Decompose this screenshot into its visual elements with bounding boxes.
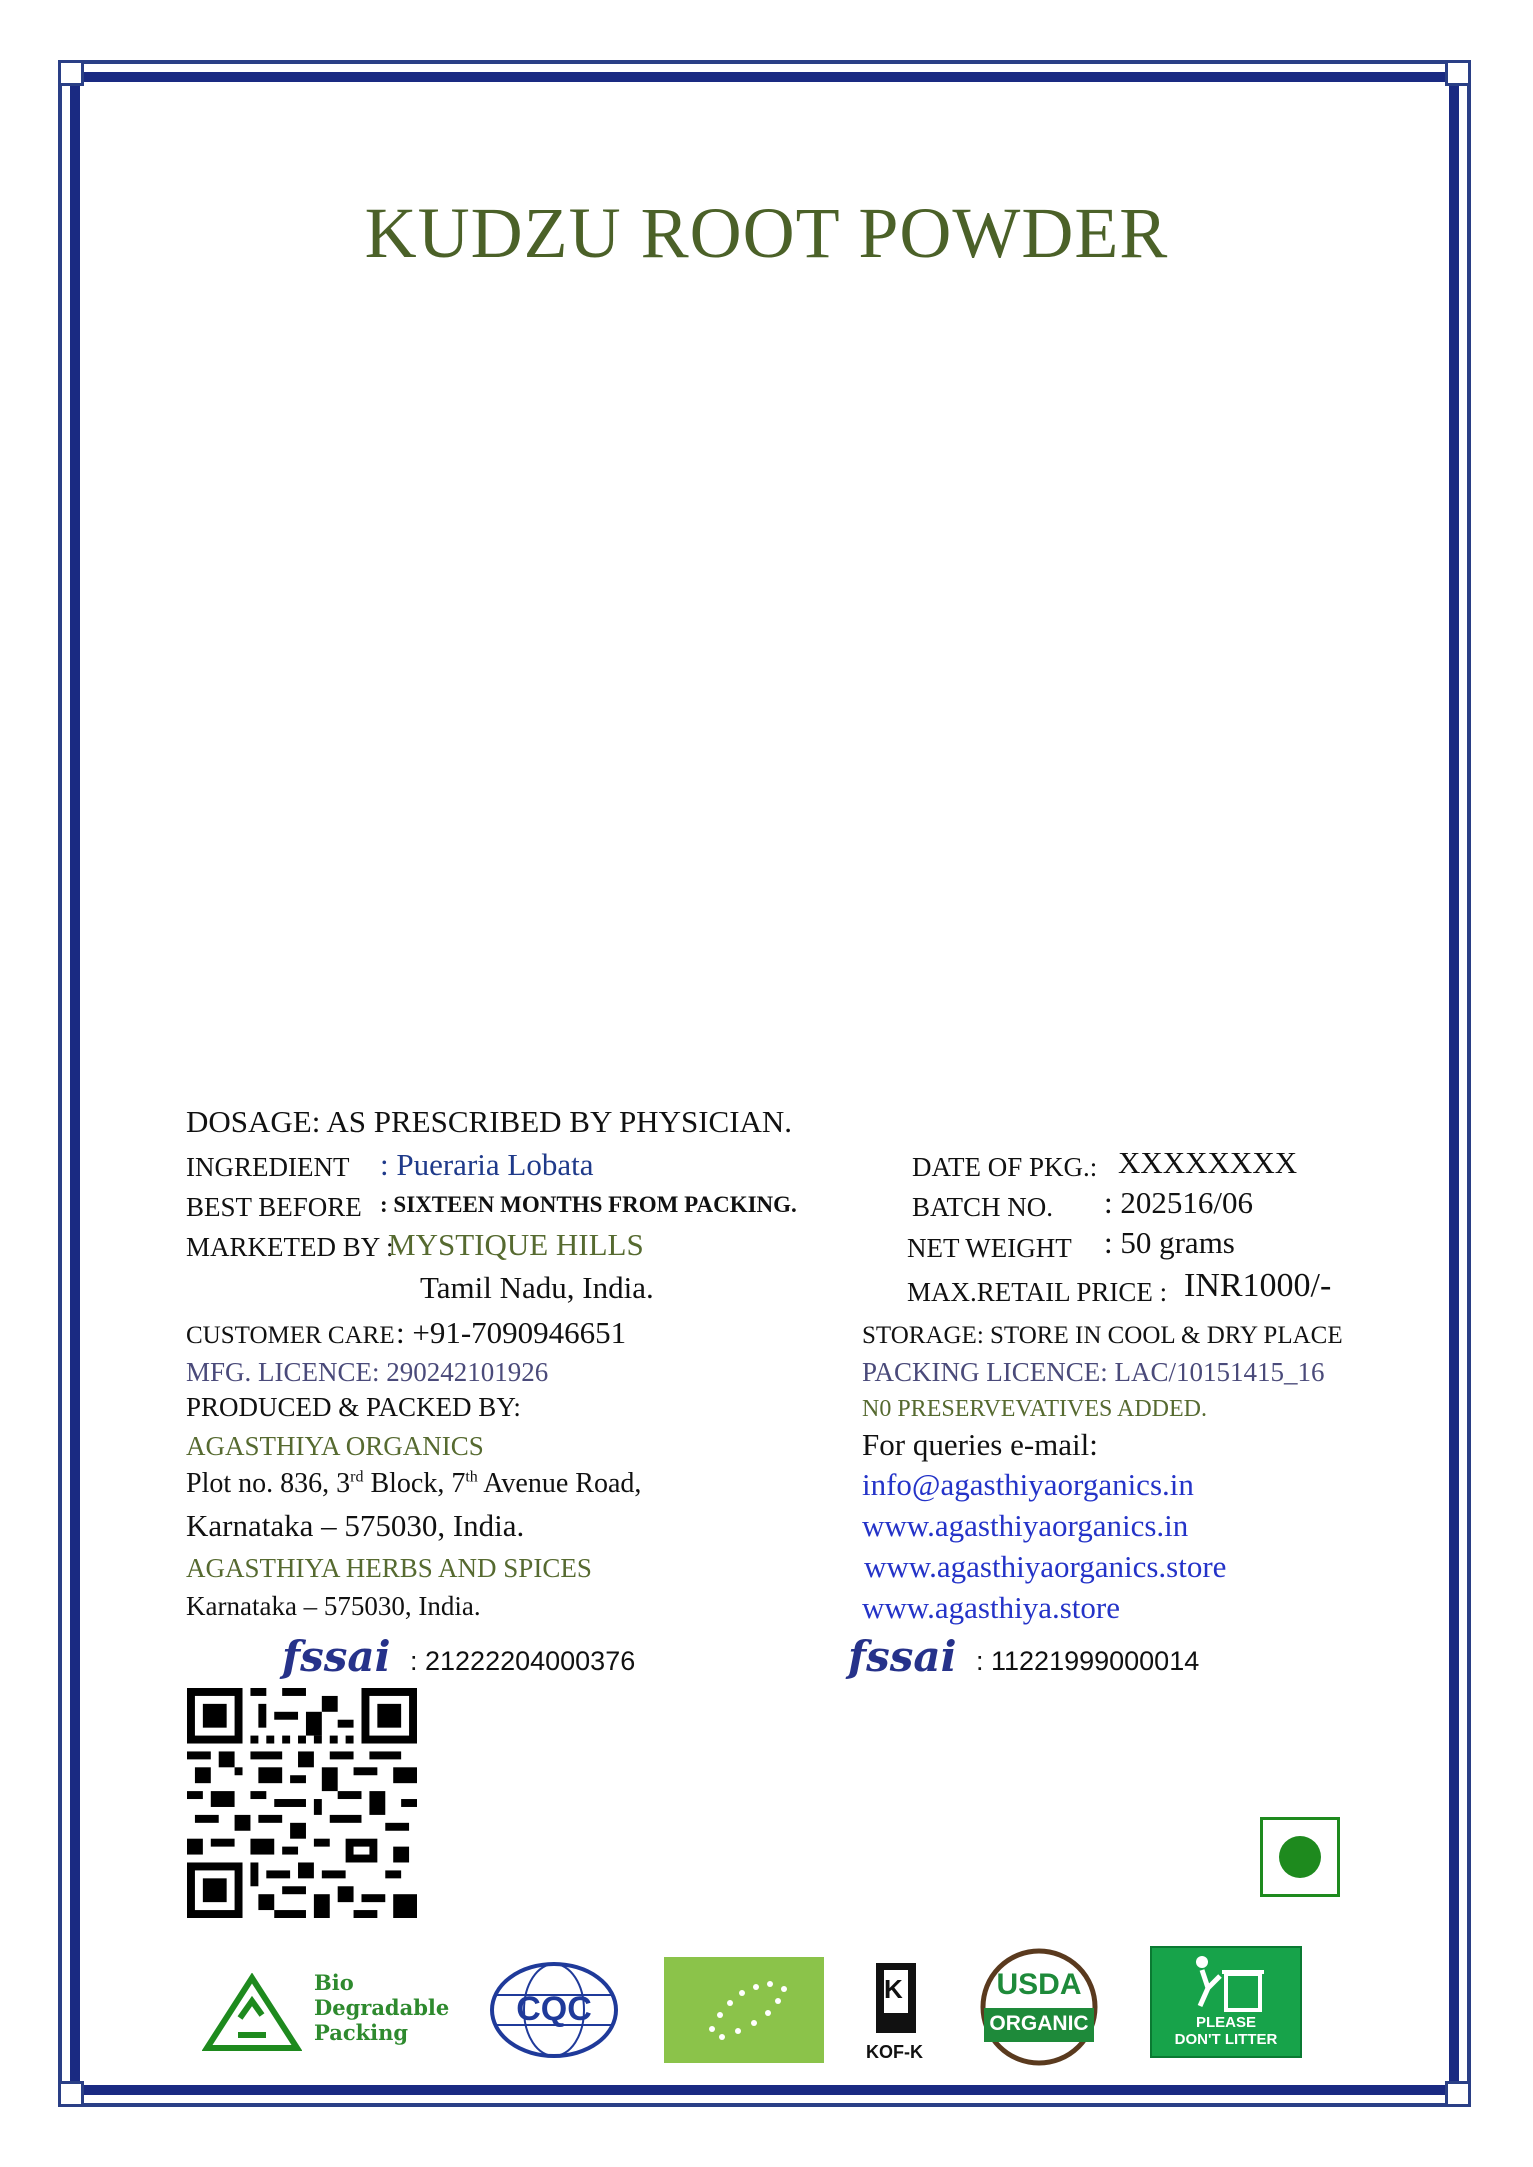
customer-care-phone[interactable]: : +91-7090946651	[396, 1315, 627, 1350]
queries-label: For queries e-mail:	[862, 1427, 1098, 1462]
producer-address-line2: Karnataka – 575030, India.	[186, 1508, 525, 1543]
marketed-by-value: MYSTIQUE HILLS	[388, 1227, 644, 1262]
vegetarian-mark-icon	[1260, 1817, 1340, 1897]
usda-organic-logo: USDA ORGANIC	[980, 1948, 1098, 2066]
corner-ornament	[1445, 60, 1471, 86]
second-producer-address: Karnataka – 575030, India.	[186, 1591, 481, 1621]
second-producer-name: AGASTHIYA HERBS AND SPICES	[186, 1553, 592, 1583]
marketed-by-label: MARKETED BY :	[186, 1232, 394, 1262]
corner-ornament	[58, 2081, 84, 2107]
trash-bin-icon	[1152, 1948, 1300, 2018]
mrp-label: MAX.RETAIL PRICE :	[907, 1277, 1168, 1307]
produced-by-label: PRODUCED & PACKED BY:	[186, 1392, 521, 1422]
batch-value: : 202516/06	[1104, 1185, 1253, 1220]
producer-name: AGASTHIYA ORGANICS	[186, 1431, 484, 1461]
fssai-logo: fssai	[848, 1632, 957, 1681]
qr-code[interactable]	[187, 1688, 417, 1918]
storage-instruction: STORAGE: STORE IN COOL & DRY PLACE	[862, 1322, 1343, 1349]
corner-ornament	[1445, 2081, 1471, 2107]
mrp-value: INR1000/-	[1184, 1267, 1332, 1304]
please-dont-litter-logo: PLEASE DON'T LITTER	[1150, 1946, 1302, 2058]
fssai-logo: fssai	[282, 1632, 391, 1681]
customer-care-label: CUSTOMER CARE	[186, 1322, 395, 1349]
recycle-icon	[202, 1973, 302, 2053]
fssai-license-number: : 21222204000376	[410, 1646, 636, 1676]
website-link[interactable]: www.agasthiyaorganics.in	[862, 1508, 1189, 1543]
ingredient-value: : Pueraria Lobata	[380, 1147, 594, 1182]
batch-label: BATCH NO.	[912, 1192, 1054, 1222]
ingredient-label: INGREDIENT	[186, 1152, 350, 1182]
marketed-by-location: Tamil Nadu, India.	[420, 1270, 654, 1305]
cqc-logo: CQC	[488, 1960, 620, 2060]
eu-organic-leaf-logo	[664, 1957, 824, 2063]
packing-licence: PACKING LICENCE: LAC/10151415_16	[862, 1357, 1325, 1387]
producer-address: Plot no. 836, 3rd Block, 7th Avenue Road,	[186, 1468, 642, 1499]
website-link[interactable]: www.agasthiya.store	[862, 1590, 1120, 1625]
fssai-license-number: : 11221999000014	[976, 1646, 1200, 1676]
best-before-value: : SIXTEEN MONTHS FROM PACKING.	[380, 1192, 797, 1217]
kof-k-logo: K KOF-K	[866, 1958, 926, 2068]
best-before-label: BEST BEFORE	[186, 1192, 362, 1222]
product-title: KUDZU ROOT POWDER	[364, 193, 1169, 273]
website-link[interactable]: www.agasthiyaorganics.store	[864, 1549, 1227, 1584]
net-weight-label: NET WEIGHT	[907, 1233, 1072, 1263]
date-of-pkg-label: DATE OF PKG.:	[912, 1152, 1098, 1182]
biodegradable-logo: Bio Degradable Packing	[202, 1968, 452, 2058]
preservatives-note: N0 PRESERVEVATIVES ADDED.	[862, 1396, 1207, 1422]
email-link[interactable]: info@agasthiyaorganics.in	[862, 1467, 1194, 1502]
mfg-licence: MFG. LICENCE: 290242101926	[186, 1357, 549, 1387]
dosage-line: DOSAGE: AS PRESCRIBED BY PHYSICIAN.	[186, 1104, 793, 1139]
date-of-pkg-value: XXXXXXXX	[1118, 1145, 1298, 1180]
corner-ornament	[58, 60, 84, 86]
net-weight-value: : 50 grams	[1104, 1225, 1235, 1260]
